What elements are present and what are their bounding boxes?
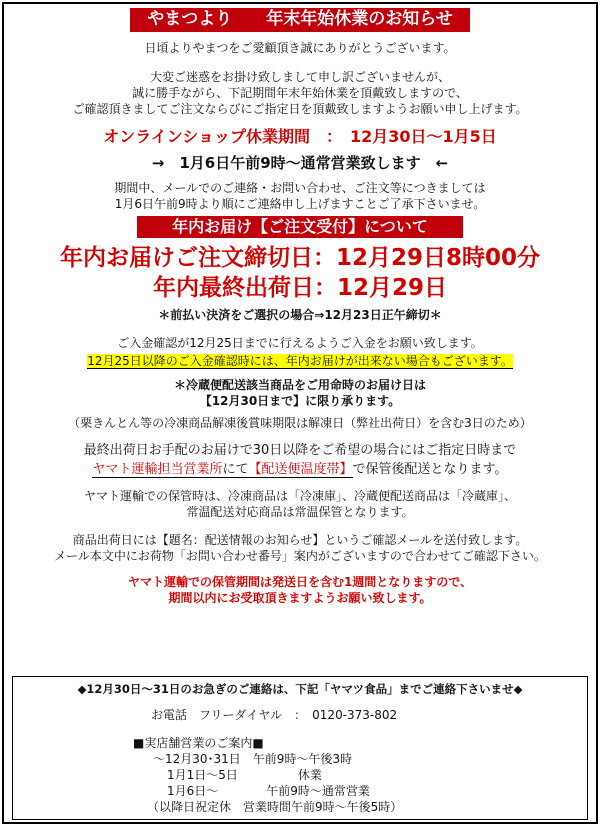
intro-line: ご確認頂きましてご注文ならびにご指定日を頂戴致しますようお願い申し上げます。 (72, 101, 528, 116)
shop-closed-period: オンラインショップ休業期間 ： 12月30日～1月5日 (103, 126, 497, 146)
cold-line: 【12月30日まで】に限り承ります。 (199, 393, 401, 408)
payment-note: ご入金確認が12月25日までに行えるようご入金をお願い致します。 (117, 335, 483, 350)
intro-line: 大変ご迷惑をお掛け致しまして申し訳ございませんが、 (149, 69, 450, 84)
cold-line: ＊冷蔵便配送該当商品をご用命時のお届け日は (173, 377, 426, 392)
payment-warning: 12月25日以降のご入金確認時には、年内お届けが出来ない場合もございます。 (87, 353, 513, 368)
ship-deadline: 年内最終出荷日：12月29日 (152, 274, 447, 301)
period-note-line: 期間中、メールでのご連絡・お問い合わせ、ご注文等につきましては (114, 180, 486, 195)
section-banner: 年内お届け【ご注文受付】について (137, 216, 463, 238)
period-note-line: 1月6日午前9時より順にご連絡申し上げますことご了承下さいませ。 (114, 196, 486, 211)
keep-block (4, 574, 596, 606)
mail-block (4, 532, 596, 564)
store-hours-line: （以降日祝定休 営業時間午前9時～午後5時） (147, 800, 403, 814)
final-block (4, 443, 596, 478)
final-line: 最終出荷日お手配のお届けで30日以降をご希望の場合にはご指定日時まで (83, 442, 517, 458)
final-tail: で保管後配送となります。 (352, 461, 508, 477)
store-title: ■実店舗営業のご案内■ (133, 736, 264, 750)
frozen-note: （栗きんとん等の冷凍商品解凍後賞味期限は解凍日（弊社出荷日）を含む3日のため） (68, 415, 532, 430)
reopen-notice: → 1月6日午前9時～通常営業致します ← (151, 153, 449, 172)
store-hours-line: ～12月30･31日 午前9時～午後3時 (153, 752, 353, 766)
final-connector: にて (222, 461, 249, 477)
mail-line: 商品出荷日には【題名：配送情報のお知らせ】というご確認メールを送付致します。 (72, 532, 528, 547)
title-banner: やまつより 年末年始休業のお知らせ (130, 8, 470, 32)
mail-line: メール本文中にお荷物「お問い合わせ番号」案内がございますので合わせてご確認下さい。 (54, 548, 546, 563)
intro-line: 誠に勝手ながら、下記期間年末年始休業を頂戴致しますので、 (132, 85, 468, 100)
payment-block (4, 335, 596, 369)
intro-line: 日頃よりやまつをご愛顧頂き誠にありがとうございます。 (144, 40, 456, 55)
store-hours-line: 1月6日～ 午前9時～通常営業 (167, 784, 370, 798)
contact-box (12, 676, 588, 820)
contact-heading: ◆12月30日～31日のお急ぎのご連絡は、下記「ヤマツ食品」までご連絡下さいませ◆ (77, 682, 523, 696)
storage-block (4, 488, 596, 520)
store-hours-line: 1月1日～5日 休業 (167, 768, 322, 782)
cold-block (4, 377, 596, 409)
keep-line: 期間以内にお受取頂きますようお願い致します。 (168, 590, 432, 605)
order-deadline: 年内お届けご注文締切日：12月29日8時00分 (59, 244, 541, 271)
storage-line: 常温配送対応商品は常温保管となります。 (186, 504, 414, 519)
intro-block (4, 40, 596, 117)
yamato-office-text: ヤマト運輸担当営業所 (92, 461, 223, 477)
period-note (4, 180, 596, 212)
temperature-zone-text: 【配送便温度帯】 (248, 461, 353, 477)
prepay-deadline: ＊前払い決済をご選択の場合⇒12月23日正午締切＊ (158, 307, 442, 322)
storage-line: ヤマト運輸での保管時は、冷凍商品は「冷凍庫」、冷蔵便配送商品は「冷蔵庫」、 (83, 488, 516, 503)
keep-line: ヤマト運輸での保管期間は発送日を含む1週間となりますので、 (127, 574, 473, 589)
notice-page (2, 2, 598, 824)
phone-number: お電話 フリーダイヤル ： 0120-373-802 (151, 708, 398, 722)
